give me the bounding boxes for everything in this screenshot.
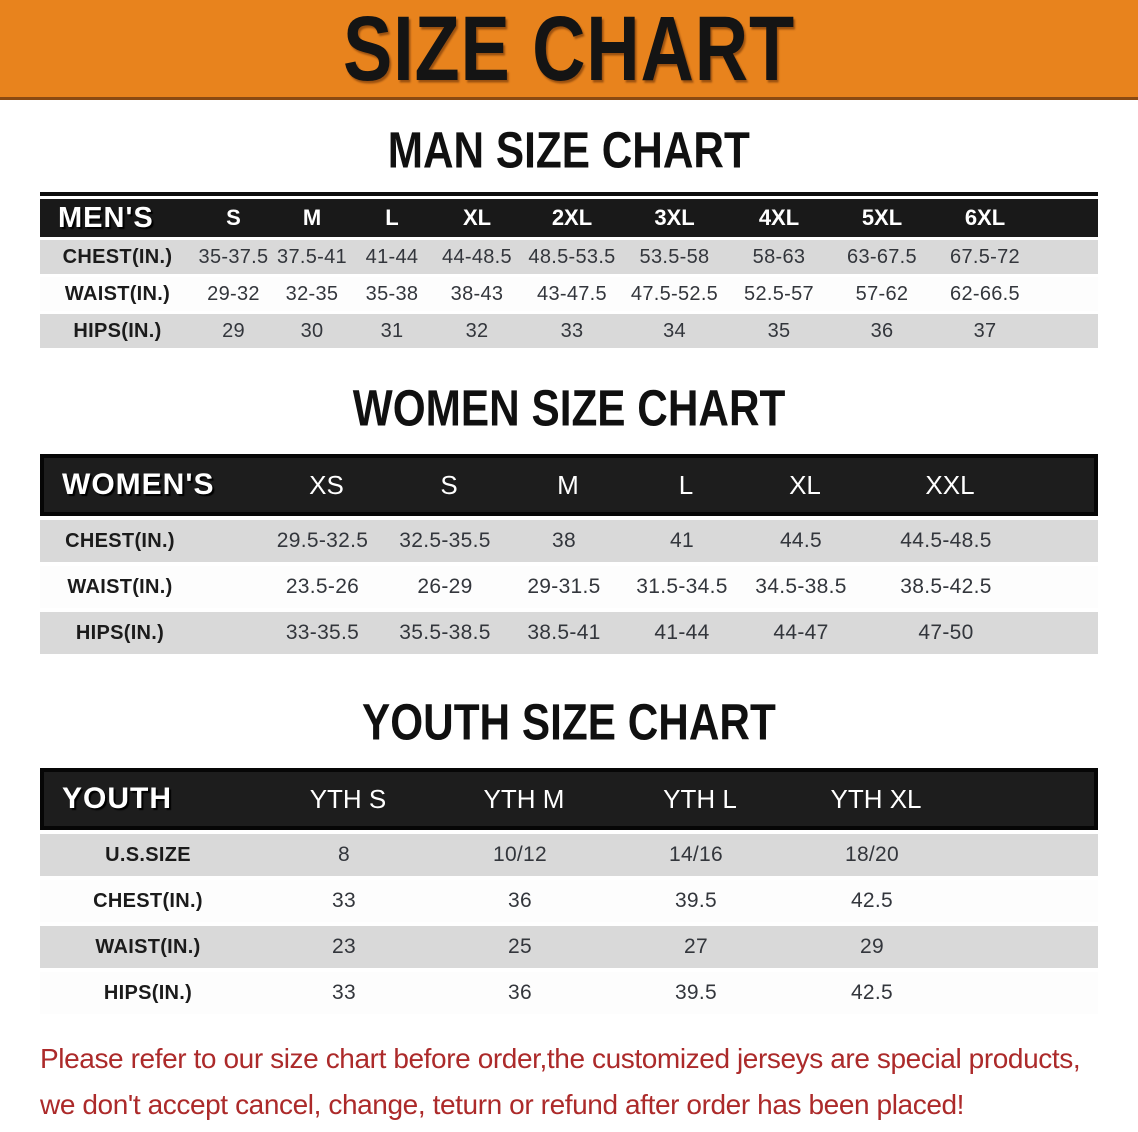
size-column-header: M [557, 469, 579, 500]
table-cell: 44.5-48.5 [900, 529, 992, 552]
table-cell: 35 [767, 319, 791, 342]
table-cell: 57-62 [855, 282, 909, 305]
table-cell: 35.5-38.5 [399, 621, 491, 644]
table-row [40, 972, 1098, 1014]
table-cell: 37 [973, 319, 997, 342]
size-column-header: YTH L [663, 783, 737, 814]
table-cell: 34.5-38.5 [755, 575, 847, 598]
size-column-header: XS [309, 469, 344, 500]
row-label: HIPS(IN.) [103, 981, 193, 1004]
size-column-header: M [302, 205, 322, 230]
table-cell: 44.5 [779, 529, 823, 552]
table-cell: 25 [508, 935, 532, 958]
table-cell: 23.5-26 [285, 575, 360, 598]
size-column-header: 2XL [551, 205, 593, 230]
row-label: WAIST(IN.) [95, 935, 201, 958]
size-column-header: XL [462, 205, 492, 230]
table-cell: 31.5-34.5 [636, 575, 728, 598]
table-cell: 33 [332, 889, 356, 912]
table-cell: 37.5-41 [277, 245, 347, 268]
table-cell: 29-32 [207, 282, 260, 305]
table-row [40, 834, 1098, 876]
table-cell: 23 [332, 935, 356, 958]
youth-size-chart-heading-text: YOUTH SIZE CHART [362, 693, 776, 751]
table-row [40, 566, 1098, 608]
table-cell: 36 [508, 981, 532, 1004]
row-label: HIPS(IN.) [73, 319, 162, 342]
men-section [0, 121, 1138, 348]
youth-size-chart-heading [0, 693, 1138, 751]
table-cell: 39.5 [674, 889, 718, 912]
table-cell: 41-44 [654, 621, 710, 644]
size-column-header: L [385, 205, 399, 230]
row-label: CHEST(IN.) [93, 889, 203, 912]
table-row [40, 277, 1098, 311]
table-cell: 38 [552, 529, 576, 552]
table-cell: 52.5-57 [744, 282, 814, 305]
table-cell: 8 [338, 843, 350, 866]
size-column-header: XL [789, 469, 821, 500]
table-cell: 63-67.5 [847, 245, 917, 268]
table-cell: 36 [870, 319, 894, 342]
disclaimer-line-2: we don't accept cancel, change, teturn or refund after order has been placed! [40, 1089, 965, 1120]
size-chart-banner [0, 0, 1138, 100]
table-cell: 29 [222, 319, 245, 342]
women-size-chart-heading [0, 379, 1138, 437]
size-column-header: YTH XL [830, 783, 922, 814]
size-column-header: L [678, 469, 694, 500]
table-cell: 48.5-53.5 [528, 245, 616, 268]
table-top-rule [40, 192, 1098, 196]
youth-section [0, 693, 1138, 1014]
table-header-row [40, 768, 1098, 830]
table-cell: 26-29 [417, 575, 473, 598]
table-cell: 44-48.5 [442, 245, 512, 268]
table-cell: 41 [670, 529, 694, 552]
row-label: U.S.SIZE [105, 843, 191, 866]
table-cell: 47-50 [918, 621, 974, 644]
banner-title: SIZE CHART [343, 0, 795, 100]
table-cell: 34 [663, 319, 686, 342]
table-cell: 38.5-42.5 [900, 575, 992, 598]
row-label: HIPS(IN.) [75, 621, 165, 644]
table-cell: 41-44 [365, 245, 419, 268]
table-cell: 67.5-72 [950, 245, 1020, 268]
size-column-header: S [226, 205, 241, 230]
table-cell: 33-35.5 [285, 621, 360, 644]
table-cell: 33 [332, 981, 356, 1004]
table-cell: 32-35 [285, 282, 339, 305]
table-cell: 29-31.5 [527, 575, 601, 598]
table-cell: 43-47.5 [537, 282, 607, 305]
row-label: CHEST(IN.) [65, 529, 175, 552]
table-cell: 53.5-58 [639, 245, 710, 268]
table-row [40, 926, 1098, 968]
table-cell: 33 [560, 319, 584, 342]
table-cell: 38.5-41 [527, 621, 601, 644]
table-row [40, 520, 1098, 562]
disclaimer-line-1: Please refer to our size chart before order,the customized jerseys are special products, [40, 1043, 1081, 1074]
youth-size-table [40, 768, 1098, 1014]
table-cell: 32 [465, 319, 489, 342]
table-cell: 35-37.5 [198, 245, 269, 268]
table-cell: 32.5-35.5 [399, 529, 491, 552]
table-cell: 14/16 [668, 843, 724, 866]
mens-size-table [40, 192, 1098, 348]
table-cell: 42.5 [850, 889, 894, 912]
table-cell: 27 [684, 935, 708, 958]
women-section [0, 379, 1138, 654]
table-row [40, 240, 1098, 274]
order-disclaimer [40, 1036, 1110, 1128]
row-label: WAIST(IN.) [67, 575, 173, 598]
size-column-header: 6XL [964, 205, 1006, 230]
table-row [40, 314, 1098, 348]
size-column-header: 4XL [758, 205, 800, 230]
size-column-header: S [440, 469, 458, 500]
row-label: WAIST(IN.) [64, 282, 171, 305]
table-cell: 35-38 [365, 282, 419, 305]
table-cell: 47.5-52.5 [630, 282, 719, 305]
table-cell: 58-63 [752, 245, 806, 268]
table-cell: 44-47 [773, 621, 829, 644]
table-cell: 39.5 [674, 981, 718, 1004]
table-cell: 36 [508, 889, 532, 912]
table-cell: 42.5 [850, 981, 894, 1004]
row-label: CHEST(IN.) [62, 245, 173, 268]
table-header-row [40, 199, 1098, 237]
table-cell: 18/20 [844, 843, 900, 866]
table-cell: 62-66.5 [950, 282, 1020, 305]
table-cell: 29.5-32.5 [276, 529, 369, 552]
table-title-cell: YOUTH [62, 782, 172, 815]
table-cell: 31 [380, 319, 404, 342]
man-size-chart-heading [0, 121, 1138, 179]
table-row [40, 612, 1098, 654]
size-column-header: 5XL [861, 205, 903, 230]
man-size-chart-heading-text: MAN SIZE CHART [387, 121, 751, 179]
womens-size-table [40, 454, 1098, 654]
size-column-header: YTH M [483, 783, 565, 814]
table-title-cell: MEN'S [58, 201, 154, 234]
size-column-header: XXL [925, 469, 975, 500]
table-row [40, 880, 1098, 922]
table-cell: 30 [300, 319, 324, 342]
size-column-header: YTH S [309, 783, 387, 814]
table-header-row [40, 454, 1098, 516]
table-cell: 10/12 [492, 843, 548, 866]
size-column-header: 3XL [654, 205, 695, 230]
table-title-cell: WOMEN'S [62, 468, 215, 501]
women-size-chart-heading-text: WOMEN SIZE CHART [352, 379, 786, 437]
table-cell: 38-43 [450, 282, 504, 305]
table-cell: 29 [860, 935, 884, 958]
